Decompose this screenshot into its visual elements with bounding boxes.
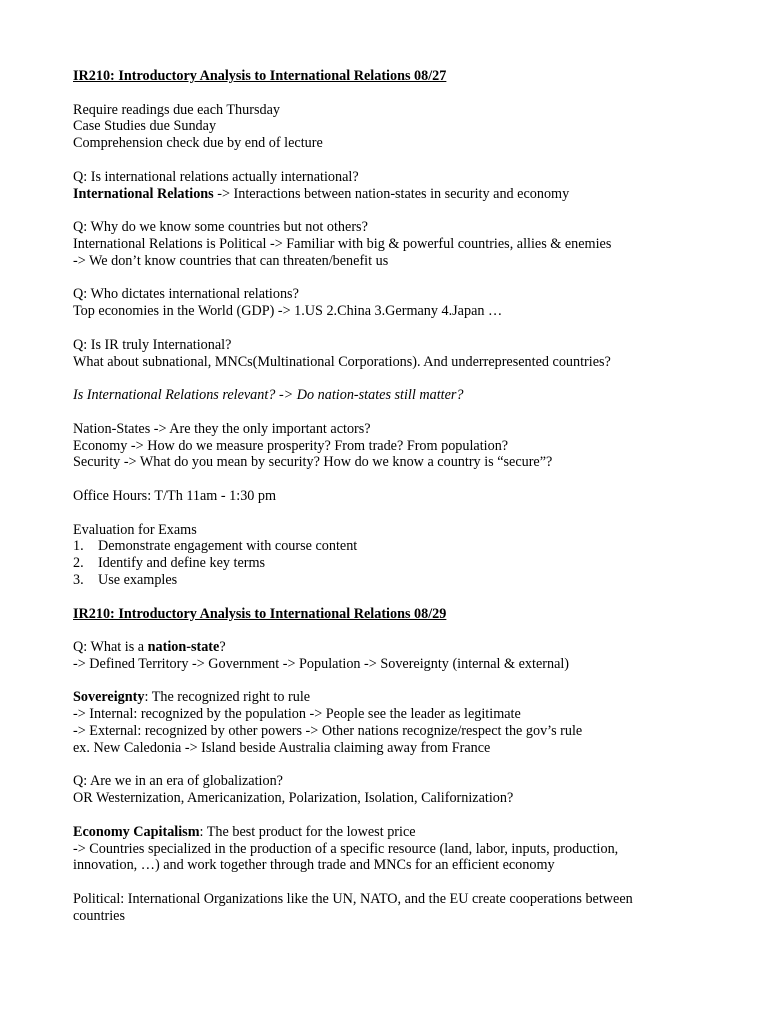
answer-line: -> Defined Territory -> Government -> Population -> Sovereignty (internal & external) [73,655,570,672]
italic-question: Is International Relations relevant? -> Do nation-states still matter? [73,387,464,404]
term-international-relations: International Relations [73,185,214,202]
definition-text: : The recognized right to rule [144,689,311,706]
definition-line [73,186,693,203]
actor-line: Security -> What do you mean by security? How do we know a country is “secure”? [73,454,553,471]
term-sovereignty: Sovereignty [73,689,145,706]
economy-line: innovation, …) and work together through trade and MNCs for an efficient economy [73,857,555,874]
answer-line: OR Westernization, Americanization, Polarization, Isolation, Californization? [73,790,514,807]
evaluation-list [73,538,693,588]
evaluation-title: Evaluation for Exams [73,521,197,538]
notes-content [73,68,693,925]
sovereignty-line: -> Internal: recognized by the population -> People see the leader as legitimate [73,706,521,723]
question-line: Q: Is international relations actually international? [73,168,359,185]
question-line: Q: Are we in an era of globalization? [73,773,283,790]
actor-line: Economy -> How do we measure prosperity? From trade? From population? [73,437,509,454]
term-economy-capitalism: Economy Capitalism [73,823,200,840]
sovereignty-line: ex. New Caledonia -> Island beside Australia claiming away from France [73,739,491,756]
list-number: 1. [73,538,84,555]
answer-line: What about subnational, MNCs(Multinational Corporations). And underrepresented countries? [73,353,611,370]
list-text: Demonstrate engagement with course content [98,538,358,555]
definition-text: -> Interactions between nation-states in security and economy [213,185,570,202]
question-suffix: ? [219,639,226,656]
requirement-line: Require readings due each Thursday [73,101,280,118]
list-item [73,572,693,589]
section-heading-0829: IR210: Introductory Analysis to International Relations 08/29 [73,605,447,622]
list-number: 2. [73,555,84,572]
question-line [73,639,693,656]
answer-line: Top economies in the World (GDP) -> 1.US 2.China 3.Germany 4.Japan … [73,303,503,320]
definition-line [73,824,693,841]
actor-line: Nation-States -> Are they the only important actors? [73,420,371,437]
list-text: Use examples [98,571,178,588]
list-item [73,538,693,555]
political-line: Political: International Organizations like the UN, NATO, and the EU create cooperations between [73,891,633,908]
answer-line: -> We don’t know countries that can threaten/benefit us [73,252,389,269]
requirement-line: Comprehension check due by end of lecture [73,135,323,152]
political-line: countries [73,907,126,924]
question-line: Q: Is IR truly International? [73,336,232,353]
list-number: 3. [73,571,84,588]
term-nation-state: nation-state [147,639,220,656]
question-line: Q: Who dictates international relations? [73,286,299,303]
economy-line: -> Countries specialized in the production of a specific resource (land, labor, inputs, production, [73,840,619,857]
sovereignty-line: -> External: recognized by other powers -> Other nations recognize/respect the gov’s rule [73,723,583,740]
definition-line [73,689,693,706]
question-prefix: Q: What is a [73,639,148,656]
question-line: Q: Why do we know some countries but not others? [73,219,368,236]
answer-line: International Relations is Political -> Familiar with big & powerful countries, allies & enemies [73,235,612,252]
section-heading-0827: IR210: Introductory Analysis to International Relations 08/27 [73,68,447,84]
list-text: Identify and define key terms [98,555,266,572]
list-item [73,555,693,572]
office-hours: Office Hours: T/Th 11am - 1:30 pm [73,487,277,504]
definition-text: : The best product for the lowest price [199,823,416,840]
requirement-line: Case Studies due Sunday [73,118,217,135]
